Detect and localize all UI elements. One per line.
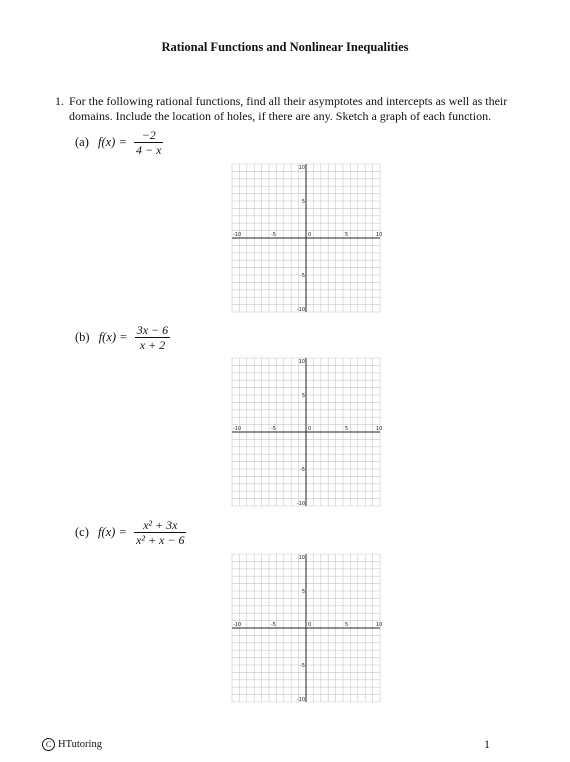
x-tick-label: 5	[345, 232, 349, 238]
x-tick-label: 10	[376, 622, 383, 628]
x-tick-label: -5	[271, 426, 276, 432]
y-tick-label: 5	[301, 393, 305, 399]
y-tick-label: 5	[301, 199, 305, 205]
x-tick-label: 5	[345, 426, 349, 432]
y-tick-label: -10	[296, 307, 305, 313]
part-a-numerator: −2	[134, 128, 163, 143]
y-tick-label: 10	[298, 359, 305, 365]
problem-number: 1.	[55, 94, 64, 108]
part-b-lhs: f(x) =	[98, 330, 128, 344]
x-tick-label: -10	[233, 232, 242, 238]
page-number: 1	[484, 737, 490, 751]
graph-grid-a	[228, 160, 384, 316]
part-a-label: (a)	[75, 135, 89, 149]
part-b-fraction	[135, 323, 170, 352]
graph-grid-c	[228, 550, 384, 706]
y-tick-label: -10	[296, 697, 305, 703]
part-b-label: (b)	[75, 330, 90, 344]
y-tick-label: 5	[301, 589, 305, 595]
problem-text: For the following rational functions, find all their asymptotes and intercepts as well as their domains. Include the location of holes, if there are any. Sketch a graph of each function.	[69, 94, 508, 123]
part-a-fraction	[134, 128, 163, 157]
x-tick-label: 10	[376, 426, 383, 432]
part-c	[75, 518, 186, 547]
part-b-denominator: x + 2	[139, 338, 166, 352]
part-b	[75, 323, 170, 352]
x-tick-label: -5	[271, 622, 276, 628]
x-tick-label: -10	[233, 622, 242, 628]
part-a-denominator: 4 − x	[136, 143, 162, 157]
x-tick-label: -5	[271, 232, 276, 238]
part-c-label: (c)	[75, 525, 89, 539]
part-a	[75, 128, 163, 157]
y-tick-label: -5	[300, 273, 305, 279]
part-a-lhs: f(x) =	[98, 135, 127, 149]
graph-grid-b	[228, 354, 384, 510]
y-tick-label: -5	[300, 663, 305, 669]
footer-brand	[42, 738, 102, 751]
page-title: Rational Functions and Nonlinear Inequalities	[161, 40, 409, 54]
part-c-fraction	[134, 518, 186, 547]
part-c-lhs: f(x) =	[98, 525, 127, 539]
x-tick-label: -10	[233, 426, 242, 432]
x-tick-label: 5	[345, 622, 349, 628]
x-tick-label: 10	[376, 232, 383, 238]
x-tick-label: 0	[308, 622, 312, 628]
part-b-numerator: 3x − 6	[136, 323, 169, 337]
footer-brand-name: HTutoring	[58, 738, 102, 750]
y-tick-label: 10	[298, 555, 305, 561]
x-tick-label: 0	[308, 232, 312, 238]
part-c-numerator: x² + 3x	[134, 518, 186, 533]
y-tick-label: -10	[296, 501, 305, 507]
copyright-icon: C	[42, 738, 55, 751]
y-tick-label: -5	[300, 467, 305, 473]
part-c-denominator: x² + x − 6	[136, 533, 185, 547]
y-tick-label: 10	[298, 165, 305, 171]
x-tick-label: 0	[308, 426, 312, 432]
